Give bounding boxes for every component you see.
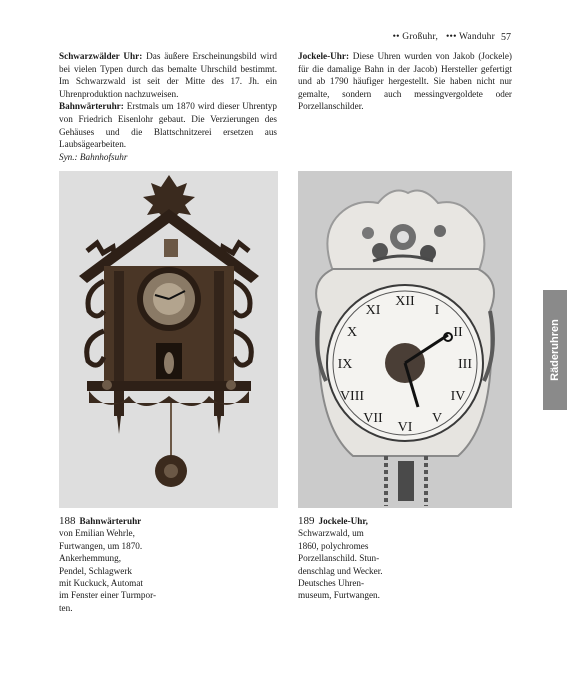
svg-text:III: III	[458, 357, 472, 372]
left-text-column	[59, 50, 277, 163]
caption-line: Pendel, Schlagwerk	[59, 565, 132, 576]
photo-jockele-uhr	[298, 171, 512, 508]
entry-schwarzwaelder	[59, 50, 277, 100]
figure-number: 189	[298, 515, 315, 527]
photo-bahnwaerteruhr	[59, 171, 278, 508]
caption-line: im Fenster einer Turmpor-	[59, 590, 157, 601]
header-section-2: ••• Wanduhr	[446, 32, 495, 42]
entry-bahnwaerter	[59, 100, 277, 150]
entry-text: Erstmals um 1870 wird dieser Uhrentyp von Friedrich Eisenlohr gebaut. Die Verzierungen des Gehäuses und die Blattschnitzerei ersetzen aus Laubsägearbeiten.	[59, 101, 277, 150]
caption-line: Ankerhemmung,	[59, 553, 122, 564]
svg-text:II: II	[453, 325, 463, 340]
svg-text:IX: IX	[337, 357, 353, 372]
svg-text:I: I	[434, 303, 440, 318]
cuckoo-clock-illustration	[59, 171, 278, 508]
svg-text:XII: XII	[395, 294, 415, 309]
caption-line: Porzellanschild. Stun-	[298, 553, 380, 564]
entry-jockele	[298, 50, 512, 113]
caption-line: denschlag und Wecker.	[298, 565, 383, 576]
entry-title: Jockele-Uhr:	[298, 51, 350, 61]
running-header	[393, 32, 495, 42]
svg-text:X: X	[346, 325, 358, 340]
jockele-clock-illustration	[298, 171, 512, 508]
caption-line: Deutsches Uhren-	[298, 578, 365, 589]
entry-text: Das äußere Erscheinungsbild wird bei vielen Typen durch das bemalte Uhrschild bestimmt. Im Schwarzwald ist seit der Mitte des 17. Jh. ein Uhrenproduktion nachzuweisen.	[59, 51, 277, 99]
entry-title: Schwarzwälder Uhr:	[59, 51, 143, 61]
svg-text:VI: VI	[397, 420, 413, 435]
svg-text:V: V	[431, 411, 443, 426]
chapter-tab-label: Räderuhren	[549, 319, 561, 381]
caption-line: von Emilian Wehrle,	[59, 528, 135, 539]
caption-line: mit Kuckuck, Automat	[59, 578, 143, 589]
caption-figure-188	[59, 515, 179, 614]
entry-text: Diese Uhren wurden von Jakob (Jockele) für die damalige Bahn in der Jacob) Hersteller gefertigt und ab 1790 häufiger hergestellt. Sie haben nicht nur gemalte, sondern auch messingvergoldete oder Porzellanschilder.	[298, 51, 512, 112]
caption-line: Schwarzwald, um	[298, 528, 364, 539]
caption-line: 1860, polychromes	[298, 540, 369, 551]
synonym-line: Syn.: Bahnhofsuhr	[59, 151, 128, 162]
caption-figure-189	[298, 515, 408, 602]
svg-text:XI: XI	[365, 303, 381, 318]
caption-line: museum, Furtwangen.	[298, 590, 380, 601]
figure-title: Jockele-Uhr,	[318, 516, 368, 526]
chapter-thumb-tab[interactable]	[543, 290, 567, 410]
entry-title: Bahnwärteruhr:	[59, 101, 124, 112]
page-number: 57	[501, 32, 511, 43]
header-section-1: •• Großuhr,	[392, 32, 439, 42]
svg-text:IV: IV	[450, 389, 466, 404]
figure-title: Bahnwärteruhr	[79, 516, 142, 526]
caption-line: Furtwangen, um 1870.	[59, 540, 143, 551]
svg-text:VIII: VIII	[339, 389, 365, 404]
right-text-column	[298, 50, 512, 113]
figure-number: 188	[59, 515, 76, 527]
caption-line: ten.	[59, 602, 73, 613]
svg-text:VII: VII	[363, 411, 383, 426]
